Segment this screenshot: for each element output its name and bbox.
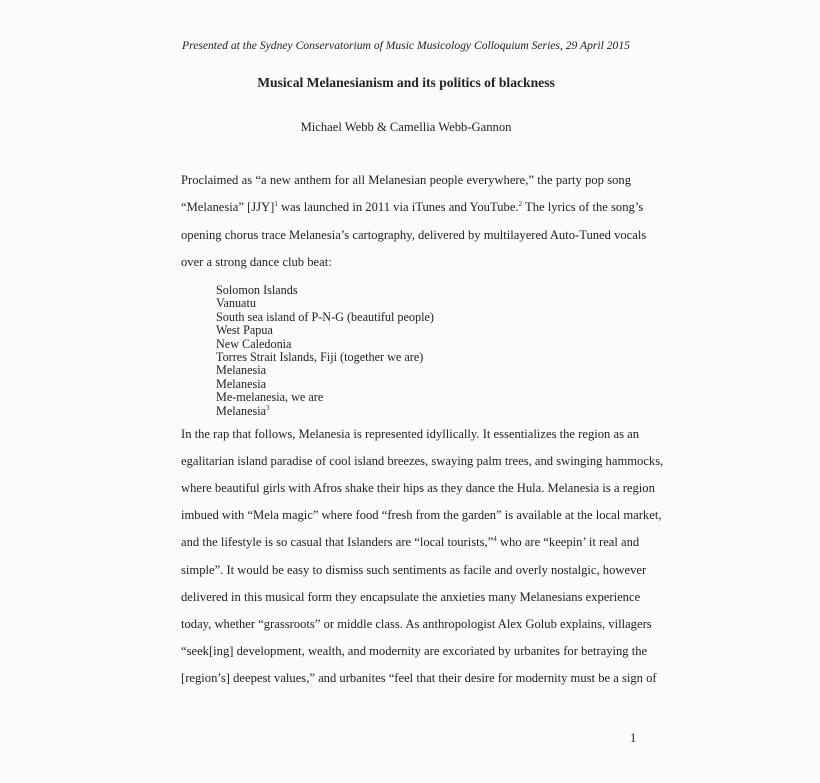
text-segment: Me-melanesia, we are (216, 390, 324, 405)
footnote-marker[interactable]: 4 (493, 535, 497, 544)
text-segment: The lyrics of the song’s (522, 200, 644, 215)
paragraph-line (181, 562, 647, 578)
text-segment: opening chorus trace Melanesia’s cartography, delivered by multilayered Auto-Tuned vocals (181, 227, 647, 242)
text-segment: where beautiful girls with Afros shake their hips as they dance the Hula. Melanesia is a region (181, 481, 655, 496)
paragraph-line (181, 227, 647, 243)
text-segment: who are “keepin’ it real and (496, 535, 640, 550)
footnote-marker[interactable]: 1 (274, 200, 278, 209)
text-segment: over a strong dance club beat: (181, 254, 332, 269)
paragraph-line (181, 507, 662, 523)
paragraph-line (181, 616, 652, 632)
text-segment: simple”. It would be easy to dismiss such sentiments as facile and overly nostalgic, however (181, 562, 647, 577)
text-segment: imbued with “Mela magic” where food “fresh from the garden” is available at the local market, (181, 508, 662, 523)
footnote-marker[interactable]: 2 (518, 200, 523, 209)
paragraph-line (181, 480, 655, 496)
text-segment: today, whether “grassroots” or middle class. As anthropologist Alex Golub explains, villagers (181, 616, 652, 631)
paragraph-line (181, 589, 641, 605)
text-segment: Melanesia (216, 403, 267, 418)
text-segment: “seek[ing] development, wealth, and modernity are excoriated by urbanites for betraying the (181, 643, 648, 658)
page-number: 1 (630, 731, 637, 745)
footnote-marker[interactable]: 3 (266, 403, 270, 412)
document-title: Musical Melanesianism and its politics of blackness (257, 75, 555, 90)
text-segment: was launched in 2011 via iTunes and YouTube. (277, 200, 519, 215)
paragraph-line (181, 426, 640, 442)
paragraph-line (181, 199, 644, 215)
text-segment: South sea island of P-N-G (beautiful people) (216, 309, 434, 324)
text-segment: delivered in this musical form they encapsulate the anxieties many Melanesians experience (181, 589, 641, 604)
authors: Michael Webb & Camellia Webb-Gannon (300, 120, 512, 134)
paragraph-line (181, 172, 631, 188)
text-segment: West Papua (216, 323, 273, 338)
lyric-line (216, 403, 270, 419)
paragraph-line (181, 643, 648, 659)
paragraph-line (181, 254, 631, 270)
text-segment: Torres Strait Islands, Fiji (together we are) (216, 350, 424, 364)
text-segment: [region’s] deepest values,” and urbanites “feel that their desire for modernity must be a sign of (181, 670, 657, 685)
text-segment: Melanesia (216, 363, 267, 378)
text-segment: In the rap that follows, Melanesia is represented idyllically. It essentializes the region as an (181, 427, 640, 441)
text-segment: New Caledonia (216, 336, 292, 351)
text-segment: Vanuatu (216, 296, 256, 311)
paragraph-line (181, 534, 640, 550)
text-segment: Proclaimed as “a new anthem for all Melanesian people everywhere,” the party pop song (181, 173, 631, 187)
text-segment: and the lifestyle is so casual that Islanders are “local tourists,” (181, 535, 494, 550)
running-header: Presented at the Sydney Conservatorium of Music Musicology Colloquium Series, 29 April 2015 (182, 39, 630, 52)
text-segment: egalitarian island paradise of cool island breezes, swaying palm trees, and swinging hammocks, (181, 454, 664, 469)
text-segment: “Melanesia” [JJY] (181, 200, 275, 215)
paragraph-line (181, 453, 664, 469)
text-segment: Solomon Islands (216, 283, 298, 297)
text-segment: Melanesia (216, 376, 267, 391)
paragraph-line (181, 670, 657, 686)
